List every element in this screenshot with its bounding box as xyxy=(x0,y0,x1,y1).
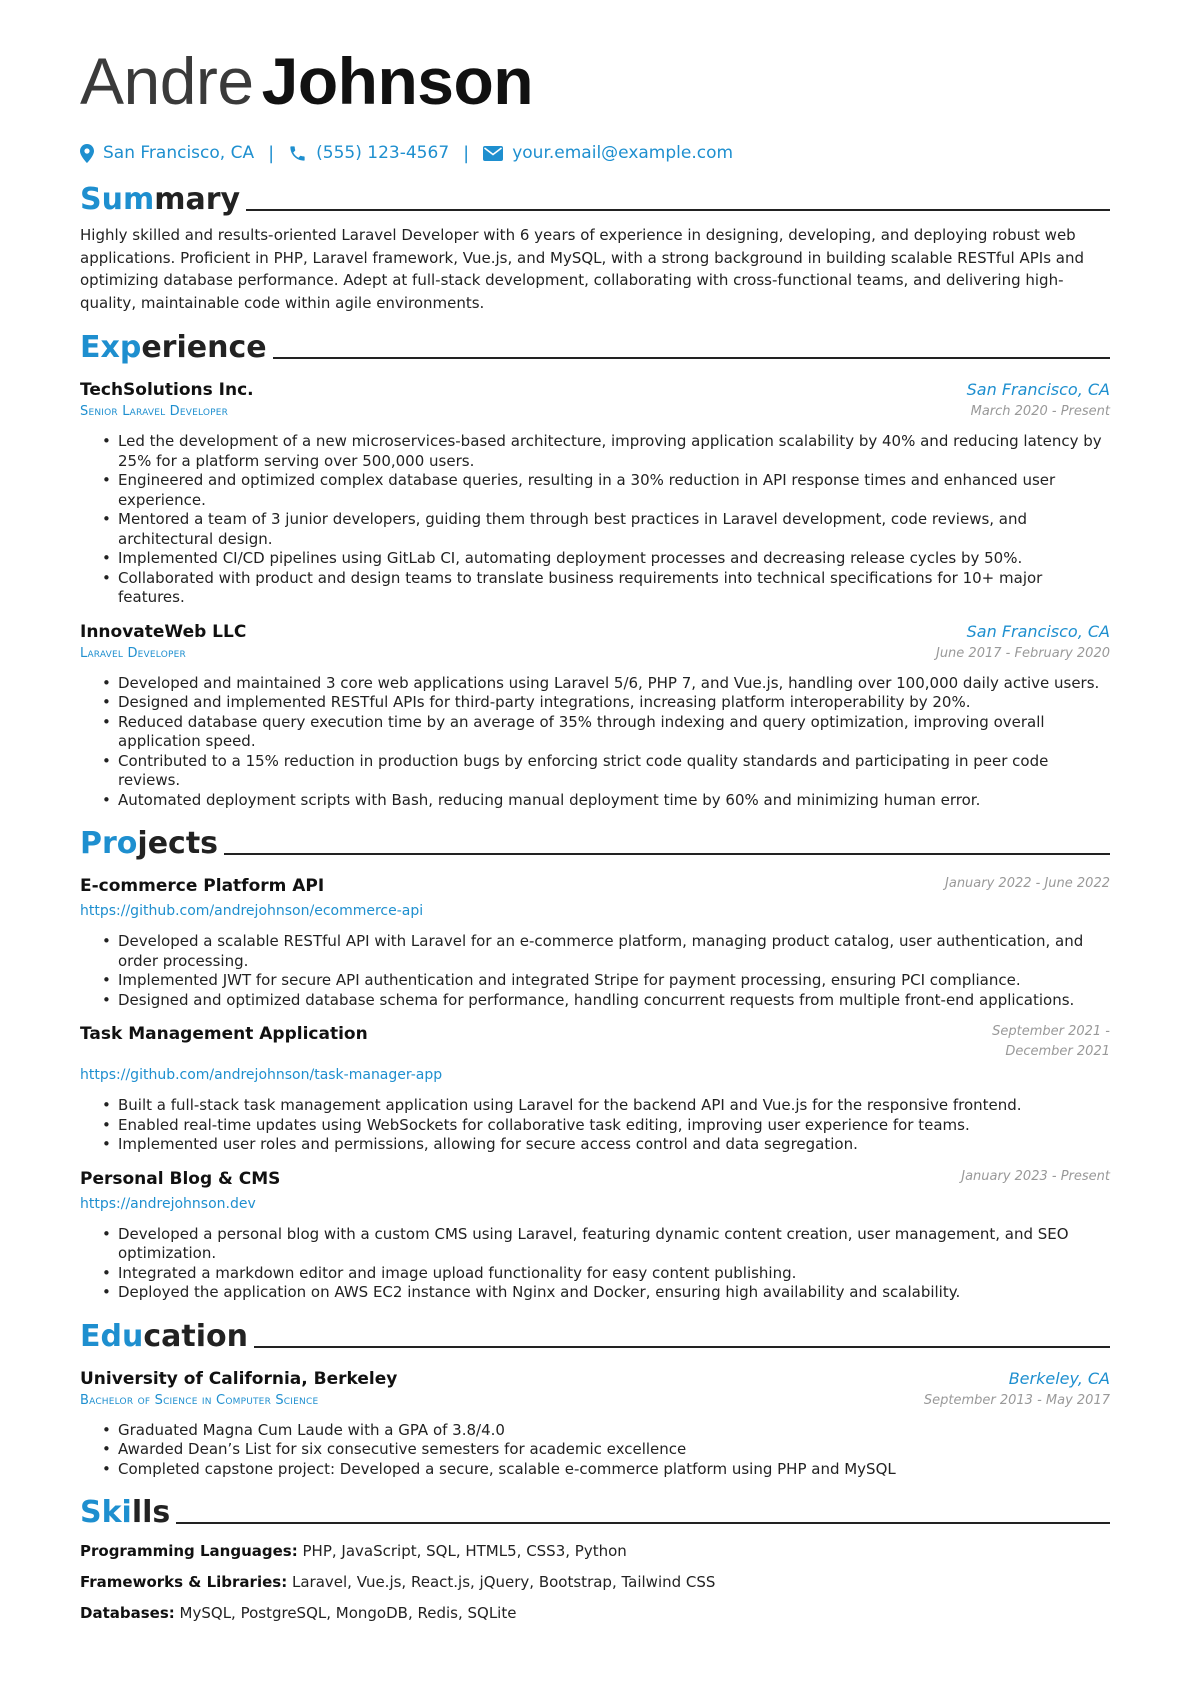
contact-email[interactable] xyxy=(483,143,733,163)
section-title-education xyxy=(80,1315,1110,1355)
section-title-summary xyxy=(80,178,1110,218)
section-title-rest: lls xyxy=(131,1495,171,1530)
section-rule xyxy=(246,209,1110,211)
project-bullets xyxy=(80,1096,1110,1155)
section-title-rest: jects xyxy=(137,826,219,861)
job-role: Laravel Developer xyxy=(80,645,186,661)
list-item: • Deployed the application on AWS EC2 instance with Nginx and Docker, ensuring high availability and scalability. xyxy=(102,1283,1110,1303)
project-entry xyxy=(80,874,1110,1010)
education-bullets xyxy=(80,1421,1110,1480)
candidate-name xyxy=(80,40,1110,122)
skill-value: MySQL, PostgreSQL, MongoDB, Redis, SQLite xyxy=(179,1604,517,1622)
section-rule xyxy=(224,853,1110,855)
list-item: • Automated deployment scripts with Bash, reducing manual deployment time by 60% and minimizing human error. xyxy=(102,791,1110,811)
contact-bar xyxy=(80,138,1110,168)
list-item: • Implemented CI/CD pipelines using GitLab CI, automating deployment processes and decreasing release cycles by 50%. xyxy=(102,549,1110,569)
phone-icon xyxy=(288,144,307,163)
project-bullets xyxy=(80,1225,1110,1303)
map-marker-icon xyxy=(80,144,94,163)
first-name: Andre xyxy=(80,44,254,118)
project-entry xyxy=(80,1022,1110,1155)
location-text: San Francisco, CA xyxy=(103,143,255,163)
degree: Bachelor of Science in Computer Science xyxy=(80,1392,319,1408)
project-name: Task Management Application xyxy=(80,1024,368,1044)
job-bullets xyxy=(80,674,1110,811)
company-name: TechSolutions Inc. xyxy=(80,380,254,400)
email-link[interactable]: your.email@example.com xyxy=(512,143,734,163)
section-title-rest: cation xyxy=(143,1318,248,1354)
list-item: • Reduced database query execution time by an average of 35% through indexing and query optimization, improving overall application speed. xyxy=(102,713,1110,752)
envelope-icon xyxy=(483,146,503,161)
section-title-rest: mary xyxy=(154,182,241,217)
section-rule xyxy=(254,1346,1110,1348)
section-title-rest: erience xyxy=(141,330,267,365)
phone-text[interactable]: (555) 123-4567 xyxy=(316,143,450,163)
list-item: • Implemented user roles and permissions, allowing for secure access control and data segregation. xyxy=(102,1135,1110,1155)
section-rule xyxy=(273,357,1110,359)
job-location: San Francisco, CA xyxy=(966,380,1110,399)
section-title-accent: Ski xyxy=(80,1495,132,1530)
job-role: Senior Laravel Developer xyxy=(80,404,229,419)
project-entry xyxy=(80,1167,1110,1303)
section-title-projects xyxy=(80,822,1110,862)
list-item: • Graduated Magna Cum Laude with a GPA of 3.8/4.0 xyxy=(102,1421,1110,1441)
list-item: • Collaborated with product and design teams to translate business requirements into technical specifications for 10+ major features. xyxy=(102,569,1110,608)
list-item: • Enabled real-time updates using WebSockets for collaborative task editing, improving user experience for teams. xyxy=(102,1116,1110,1136)
project-dates: September 2021 - December 2021 xyxy=(992,1024,1110,1059)
job-dates: June 2017 - February 2020 xyxy=(935,645,1110,661)
section-title-accent: Pro xyxy=(80,826,138,861)
contact-separator: | xyxy=(463,142,470,164)
contact-separator: | xyxy=(268,142,275,164)
list-item: • Designed and implemented RESTful APIs for third-party integrations, increasing platform interoperability by 20%. xyxy=(102,693,1110,713)
list-item: • Developed a scalable RESTful API with Laravel for an e-commerce platform, managing product catalog, user authentication, and order processing. xyxy=(102,932,1110,971)
school-location: Berkeley, CA xyxy=(1008,1368,1110,1388)
list-item: • Designed and optimized database schema for performance, handling concurrent requests from multiple front-end applications. xyxy=(102,991,1110,1011)
list-item: • Integrated a markdown editor and image upload functionality for easy content publishing. xyxy=(102,1264,1110,1284)
skill-value: PHP, JavaScript, SQL, HTML5, CSS3, Python xyxy=(302,1542,627,1560)
list-item: • Engineered and optimized complex database queries, resulting in a 30% reduction in API response times and enhanced user experience. xyxy=(102,471,1110,510)
section-title-accent: Sum xyxy=(80,182,155,217)
list-item: • Contributed to a 15% reduction in production bugs by enforcing strict code quality standards and participating in peer code reviews. xyxy=(102,752,1110,791)
experience-entry xyxy=(80,378,1110,608)
job-location: San Francisco, CA xyxy=(966,621,1110,641)
contact-phone[interactable] xyxy=(288,143,449,163)
skill-label: Programming Languages: xyxy=(80,1542,298,1560)
skill-label: Frameworks & Libraries: xyxy=(80,1573,288,1591)
job-dates: March 2020 - Present xyxy=(970,404,1110,419)
list-item: • Built a full-stack task management application using Laravel for the backend API and Vue.js for the responsive frontend. xyxy=(102,1096,1110,1116)
project-link[interactable]: https://github.com/andrejohnson/ecommerce-api xyxy=(80,903,424,919)
list-item: • Led the development of a new microservices-based architecture, improving application scalability by 40% and reducing latency by 25% for a platform serving over 500,000 users. xyxy=(102,432,1110,471)
project-dates: January 2022 - June 2022 xyxy=(945,876,1110,891)
section-title-accent: Edu xyxy=(80,1318,144,1354)
section-title-experience xyxy=(80,326,1110,366)
project-link[interactable]: https://github.com/andrejohnson/task-manager-app xyxy=(80,1067,443,1083)
skill-line xyxy=(80,1571,1110,1593)
section-title-accent: Exp xyxy=(80,330,142,365)
job-bullets xyxy=(80,432,1110,608)
list-item: • Implemented JWT for secure API authentication and integrated Stripe for payment processing, ensuring PCI compliance. xyxy=(102,971,1110,991)
list-item: • Developed and maintained 3 core web applications using Laravel 5/6, PHP 7, and Vue.js, handling over 100,000 daily active users. xyxy=(102,674,1110,694)
section-title-skills xyxy=(80,1491,1110,1531)
list-item: • Awarded Dean’s List for six consecutive semesters for academic excellence xyxy=(102,1440,1110,1460)
project-dates: January 2023 - Present xyxy=(961,1168,1110,1184)
summary-text: Highly skilled and results-oriented Laravel Developer with 6 years of experience in designing, developing, and deploying robust web applications. Proficient in PHP, Laravel framework, Vue.js, and MySQL, with a strong background in building scalable RESTful APIs and optimizing database performance. Adept at full-stack development, collaborating with cross-functional teams, and delivering high-quality, maintainable code within agile environments. xyxy=(80,226,1085,312)
skill-value: Laravel, Vue.js, React.js, jQuery, Bootstrap, Tailwind CSS xyxy=(291,1573,716,1591)
contact-location xyxy=(80,143,254,163)
project-link[interactable]: https://andrejohnson.dev xyxy=(80,1195,256,1212)
list-item: • Mentored a team of 3 junior developers, guiding them through best practices in Laravel development, code reviews, and architectural design. xyxy=(102,510,1110,549)
school-name: University of California, Berkeley xyxy=(80,1368,398,1389)
last-name: Johnson xyxy=(261,44,534,118)
list-item: • Developed a personal blog with a custom CMS using Laravel, featuring dynamic content creation, user management, and SEO optimization. xyxy=(102,1225,1110,1264)
project-bullets xyxy=(80,932,1110,1010)
skill-line xyxy=(80,1540,1110,1562)
company-name: InnovateWeb LLC xyxy=(80,621,247,642)
skill-line xyxy=(80,1602,1110,1624)
project-name: E-commerce Platform API xyxy=(80,876,325,896)
experience-entry xyxy=(80,620,1110,811)
project-name: Personal Blog & CMS xyxy=(80,1168,281,1189)
education-dates: September 2013 - May 2017 xyxy=(923,1392,1110,1408)
education-entry xyxy=(80,1367,1110,1480)
list-item: • Completed capstone project: Developed a secure, scalable e-commerce platform using PHP and MySQL xyxy=(102,1460,1110,1480)
skill-label: Databases: xyxy=(80,1604,175,1622)
section-rule xyxy=(176,1522,1110,1524)
